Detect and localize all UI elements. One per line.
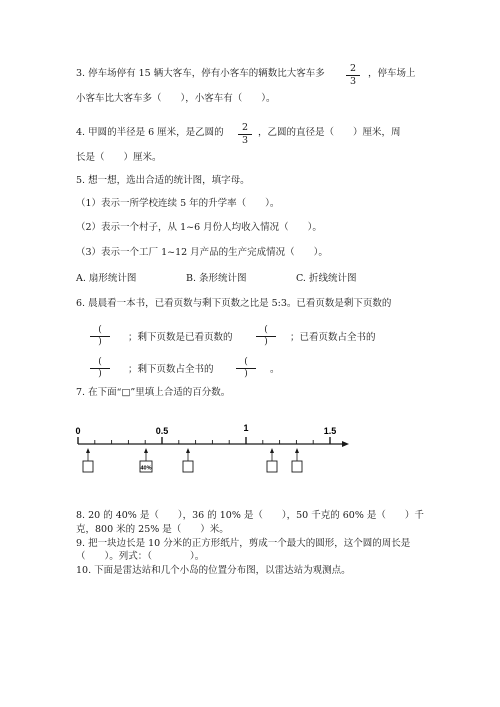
q5-stem: 5. 想一想，选出合适的统计图，填字母。	[76, 175, 250, 186]
q8-line1: 8. 20 的 40% 是（ ），36 的 10% 是（ ），50 千克的 60% 是（ ）千	[76, 510, 424, 521]
pointer-arrow-icon	[144, 448, 148, 453]
q8-line2: 克，800 米的 25% 是（ ）米。	[76, 524, 229, 535]
paren: (	[244, 357, 248, 367]
number-line	[72, 418, 362, 494]
q3-line1-b: ，停车场上	[368, 68, 416, 79]
pointer-arrow-icon	[186, 448, 190, 453]
q3-frac-num: 2	[349, 63, 357, 74]
q6-blank-fraction-3[interactable]	[90, 358, 110, 379]
answer-box-1	[83, 461, 93, 472]
q6-stem: 6. 晨晨看一本书，已看页数与剩下页数之比是 5:3。已看页数是剩下页数的	[76, 298, 392, 309]
q5-option-c: C. 折线统计图	[296, 273, 357, 284]
tick-label-0.5: 0.5	[155, 426, 169, 436]
q9-line2: （ ）。列式：（ ）。	[76, 551, 205, 562]
paren: (	[98, 357, 102, 367]
paren: )	[264, 337, 268, 347]
pointer-arrow-icon	[86, 448, 90, 453]
tick-group	[78, 437, 330, 444]
q4-line1-a: 4. 甲圆的半径是 6 厘米，是乙圆的	[76, 127, 224, 138]
q5-option-a: A. 扇形统计图	[76, 273, 137, 284]
sample-answer: 40%	[140, 465, 152, 472]
answer-box-3	[267, 461, 277, 472]
q3-fraction	[346, 64, 360, 87]
q6-text-3: ；剩下页数占全书的	[128, 364, 214, 375]
q7-stem: 7. 在下面“□”里填上合适的百分数。	[76, 387, 231, 398]
q4-frac-num: 2	[241, 122, 249, 133]
paren: (	[98, 325, 102, 335]
q4-line2: 长是（ ）厘米。	[76, 152, 162, 163]
pointer-arrow-icon	[295, 448, 299, 453]
q6-text-1: ；剩下页数是已看页数的	[128, 332, 233, 343]
tick-label-1: 1	[243, 423, 249, 433]
q5-item3: （3）表示一个工厂 1~12 月产品的生产完成情况（ ）。	[76, 247, 328, 258]
q6-end: 。	[270, 364, 280, 375]
number-line-svg	[72, 418, 362, 490]
tick-label-1.5: 1.5	[323, 426, 337, 436]
paren: )	[244, 369, 248, 379]
q6-text-2: ；已看页数占全书的	[290, 332, 376, 343]
answer-box-2	[183, 461, 193, 472]
paren: (	[264, 325, 268, 335]
answer-box-4	[292, 461, 302, 472]
q3-line1-a: 3. 停车场停有 15 辆大客车，停有小客车的辆数比大客车多	[76, 68, 325, 79]
q5-item2: （2）表示一个村子，从 1~6 月份人均收入情况（ ）。	[76, 222, 322, 233]
q6-blank-fraction-1[interactable]	[90, 326, 110, 347]
q6-blank-fraction-2[interactable]	[256, 326, 276, 347]
paren: )	[98, 337, 102, 347]
paren: )	[98, 369, 102, 379]
q3-frac-den: 3	[349, 76, 357, 87]
arrow-icon	[342, 441, 349, 447]
q9-line1: 9. 把一块边长是 10 分米的正方形纸片，剪成一个最大的圆形，这个圆的周长是	[76, 538, 411, 549]
q5-item1: （1）表示一所学校连续 5 年的升学率（ ）。	[76, 198, 280, 209]
q4-fraction	[238, 123, 252, 146]
q4-frac-den: 3	[241, 135, 249, 146]
q10-line1: 10. 下面是雷达站和几个小岛的位置分布图，以雷达站为观测点。	[76, 565, 351, 576]
q6-blank-fraction-4[interactable]	[236, 358, 256, 379]
q4-line1-b: ，乙圆的直径是（ ）厘米，周	[258, 127, 401, 138]
q5-option-b: B. 条形统计图	[186, 273, 247, 284]
pointer-arrow-icon	[270, 448, 274, 453]
tick-label-0: 0	[75, 426, 81, 436]
q3-line2: 小客车比大客车多（ ），小客车有（ ）。	[76, 93, 276, 104]
